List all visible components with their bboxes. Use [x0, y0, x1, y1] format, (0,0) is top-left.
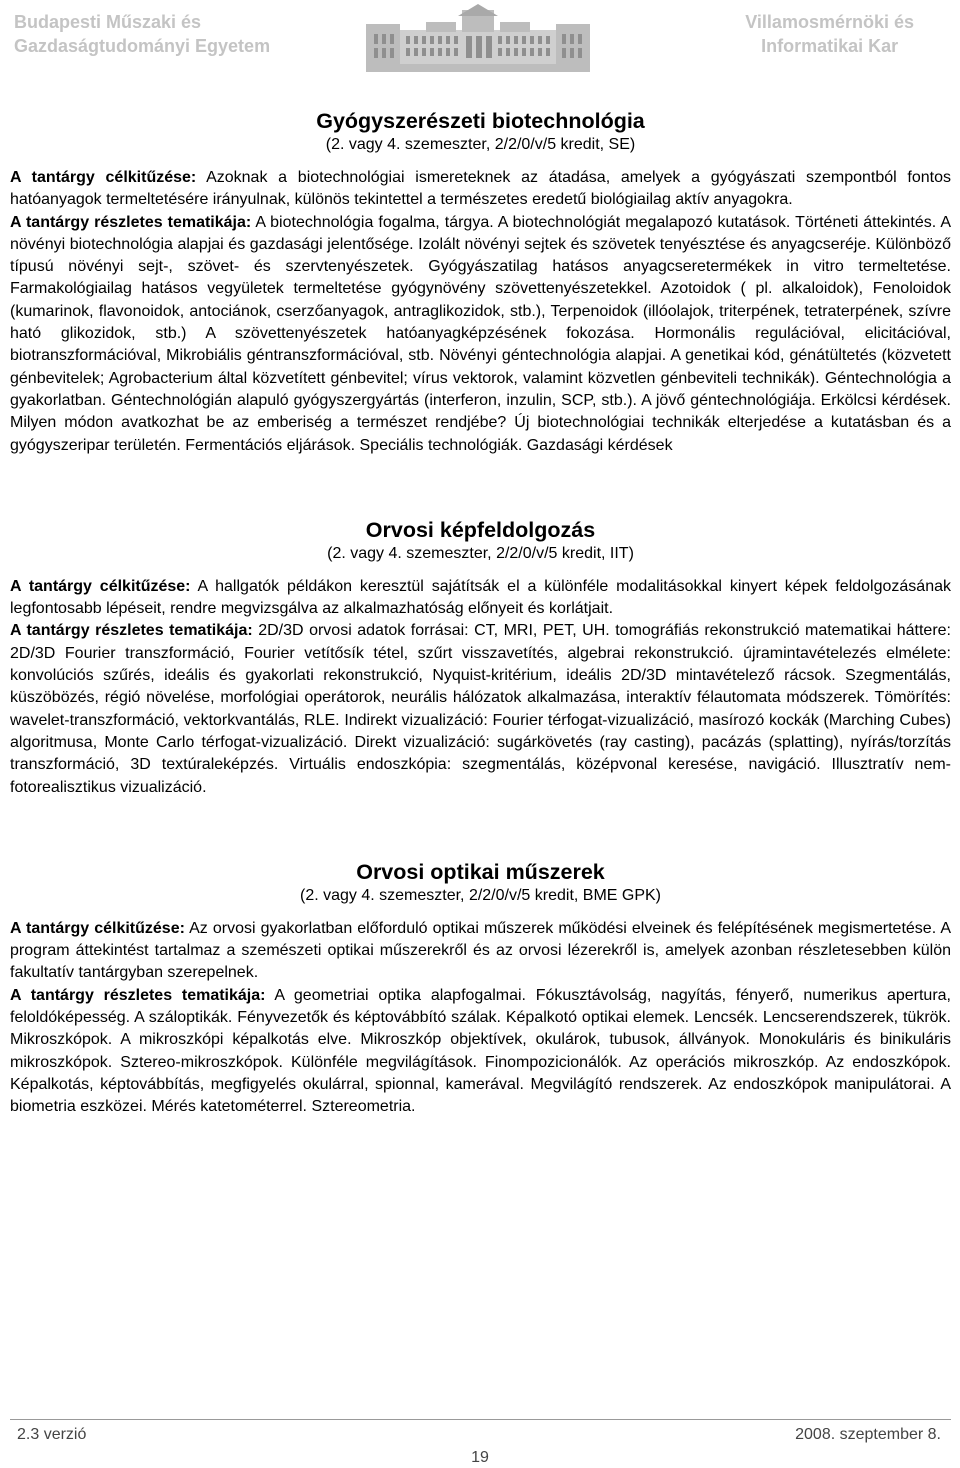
topics-text: A biotechnológia fogalma, tárgya. A biotechnológiát megalapozó kutatások. Történeti áttekintés. A növényi biotechnológia alapjai és gazdasági jelentősége. Izolált növényi sejtek és szövetek tenyésztése és anyagcseréje. Különböző típusú növényi sejt-, szövet- és szervtenyészetek. Gyógyászatilag hatásos anyagcseretermékek in vitro termeltetése. Farmakológiailag hatásos vegyületek termeltetése gyógynövény szövettenyészetekkel. Azotoidok ( pl. alkaloidok), Fenoloidok (kumarinok, flavonoidok, antociánok, cserzőanyagok, antraglikozidok, stb.), Terpenoidok (illóolajok, triterpének, tetraterpének, szívre ható glikozidok, stb.) A szövettenyészetek hatóanyagképzésének fokozása. Hormonális regulációval, elicitációval, biotranszformációval, Mikrobiális géntranszformációval, stb. Növényi géntechnológia alapjai. A genetikai kód, génátültetés (közvetett génbevitelek; Agrobacterium által közvetített génbevitel; vírus vektorok, valamint közvetlen génbeviteli technikák). Géntechnológia a gyakorlatban. Géntechnológián alapuló gyógyszergyártás (interferon, inzulin, SCP, stb.). A jövő géntechnológiája. Erkölcsi kérdések. Milyen módon avatkozhat be az emberiség a természet rendjébe? Új biotechnológiai technikák elterjedése a kutatásban és a gyógyszeripar területén. Fermentációs eljárások. Speciális technológiák. Gazdasági kérdések: [10, 213, 951, 454]
course-goal: [10, 918, 951, 985]
course-goal: [10, 576, 951, 621]
goal-label: A tantárgy célkitűzése:: [10, 169, 197, 186]
university-name-line1: Budapesti Műszaki és: [14, 12, 202, 32]
course-title: Orvosi optikai műszerek: [356, 859, 605, 884]
footer-divider: [10, 1419, 951, 1420]
university-building-logo-icon: [366, 4, 590, 74]
university-name: [14, 10, 270, 58]
topics-text: 2D/3D orvosi adatok forrásai: CT, MRI, PET, UH. tomográfiás rekonstrukció matematikai háttere: 2D/3D Fourier transzformáció, Fourier vetítősík tétel, szűrt visszavetítés, algebrai rekonstrukció. újramintavételezés elmélete: konvolúciós szűrés, ideális és gyakorlati rekonstrukció, Nyquist-kritérium, ideális 2D/3D mintavételező rácsok. Szegmentálás, küszöbözés, régió növelése, morfológiai operátorok, neurális hálózatok alkalmazása, interaktív félautomata módszerek. Tömörítés: wavelet-transzformáció, vektorkvantálás, RLE. Indirekt vizualizáció: Fourier térfogat-vizualizáció, masírozó kockák (Marching Cubes) algoritmusa, Monte Carlo térfogat-vizualizáció. Direkt vizualizáció: sugárkövetés (ray casting), pacázás (splatting), nyírás/torzítás transzformáció, 3D textúraleképzés. Virtuális endoszkópia: szegmentálás, középvonal keresése, navigáció. Illusztratív nem-fotorealisztikus vizualizáció.: [10, 622, 952, 796]
topics-label: A tantárgy részletes tematikája:: [10, 213, 252, 231]
page-header: [0, 0, 960, 80]
course-topics: [10, 985, 951, 1119]
course-topics: [10, 212, 951, 457]
course-title: Orvosi képfeldolgozás: [365, 517, 596, 542]
course-subtitle: (2. vagy 4. szemeszter, 2/2/0/v/5 kredit, IIT): [327, 544, 634, 562]
footer-version: 2.3 verzió: [17, 1426, 87, 1443]
topics-text: A geometriai optika alapfogalmai. Fókusztávolság, nagyítás, fényerő, numerikus apertura, feloldóképesség. A száloptikák. Fényvezetők és képtovábbító szálak. Képalkotó optikai elemek. Lencsék. Lencserendszerek, tükrök. Mikroszkópok. A mikroszkópi képalkotás elve. Mikroszkóp objektívek, okulárok, tubusok, állványok. Monokuláris és binikuláris mikroszkópok. Sztereo-mikroszkópok. Különféle megvilágítások. Finompozicionálók. Az operációs mikroszkóp. Az endoszkópok. Képalkotás, képtovábbítás, megfigyelés okulárral, spionnal, kamerával. Megvilágító rendszerek. Az endoszkópok manipulátorai. A biometria eszközei. Mérés katetométerrel. Sztereometria.: [10, 986, 951, 1116]
university-name-line2: Gazdaságtudományi Egyetem: [14, 36, 271, 56]
footer-date: 2008. szeptember 8.: [795, 1426, 941, 1443]
goal-label: A tantárgy célkitűzése:: [10, 577, 191, 595]
faculty-name-line2: Informatikai Kar: [761, 36, 899, 56]
topics-label: A tantárgy részletes tematikája:: [10, 986, 266, 1004]
goal-text: Azoknak a biotechnológiai ismereteknek az átadása, amelyek a gyógyászati szempontból fontos hatóanyagok termeltetésére irányulnak, különös tekintettel a természetes eredetű biológiailag aktív anyagokra.: [10, 169, 952, 209]
page-number: 19: [471, 1449, 489, 1466]
course-section: [10, 517, 951, 799]
course-section: [10, 859, 951, 1119]
course-section: [10, 108, 951, 457]
course-subtitle: (2. vagy 4. szemeszter, 2/2/0/v/5 kredit, SE): [325, 136, 636, 153]
faculty-name: [745, 10, 914, 58]
goal-label: A tantárgy célkitűzése:: [10, 919, 185, 937]
page-content: [10, 108, 951, 1119]
topics-label: A tantárgy részletes tematikája:: [10, 622, 253, 640]
course-topics: [10, 620, 951, 798]
course-title: Gyógyszerészeti biotechnológia: [316, 109, 645, 133]
goal-text: Az orvosi gyakorlatban előforduló optikai műszerek működési elveinek és felépítésének megismertetése. A program áttekintést tartalmaz a szemészeti optikai műszerekről és az orvosi lézerekről is, amelyek azonban részletesebben külön fakultatív tantárgyban szerepelnek.: [10, 919, 952, 982]
course-subtitle: (2. vagy 4. szemeszter, 2/2/0/v/5 kredit, BME GPK): [299, 886, 662, 904]
goal-text: A hallgatók példákon keresztül sajátítsák el a különféle modalitásokkal kinyert képek feldolgozásának legfontosabb lépéseit, rendre megvizsgálva az alkalmazhatóság előnyeit és korlátjait.: [10, 577, 951, 618]
faculty-name-line1: Villamosmérnöki és: [745, 12, 914, 32]
course-goal: [10, 167, 951, 212]
